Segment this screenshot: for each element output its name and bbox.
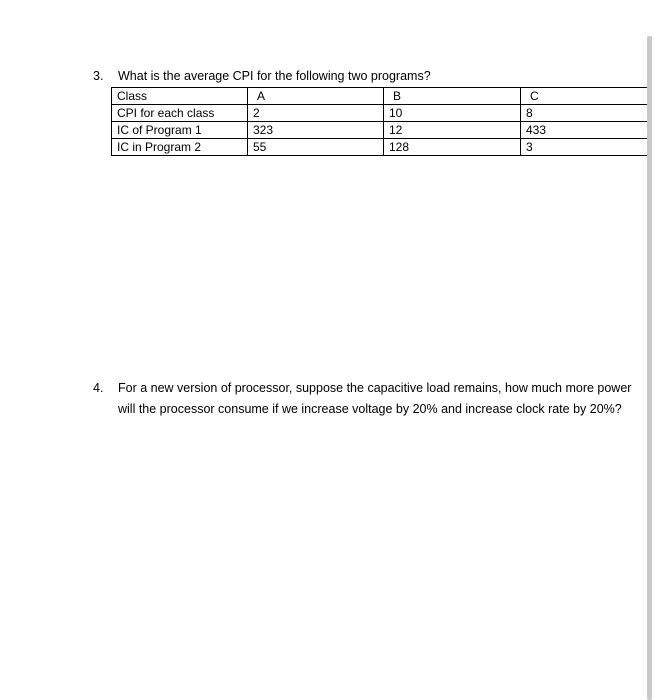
table-cell: 3 xyxy=(521,139,651,156)
table-cell: 55 xyxy=(248,139,384,156)
table-cell: IC of Program 1 xyxy=(112,122,248,139)
header-c: C xyxy=(521,88,651,105)
table-cell: CPI for each class xyxy=(112,105,248,122)
table-cell: 2 xyxy=(248,105,384,122)
header-b: B xyxy=(384,88,521,105)
table-cell: 323 xyxy=(248,122,384,139)
table-cell: 128 xyxy=(384,139,521,156)
table-header-row xyxy=(112,88,651,105)
question-3 xyxy=(93,66,636,87)
table-cell: 12 xyxy=(384,122,521,139)
table-row xyxy=(112,122,651,139)
question-4-text: For a new version of processor, suppose the capacitive load remains, how much more power will the processor consume if we increase voltage by 20% and increase clock rate by 20%? xyxy=(118,381,632,416)
question-4 xyxy=(93,378,636,420)
table-cell: 10 xyxy=(384,105,521,122)
scrollbar[interactable] xyxy=(647,36,652,700)
cpi-table xyxy=(111,87,651,156)
table-cell: 8 xyxy=(521,105,651,122)
header-a: A xyxy=(248,88,384,105)
question-4-number: 4. xyxy=(93,381,104,395)
question-3-text: What is the average CPI for the following two programs? xyxy=(118,69,431,83)
question-3-number: 3. xyxy=(93,69,104,83)
table-cell: IC in Program 2 xyxy=(112,139,248,156)
table-cell: 433 xyxy=(521,122,651,139)
header-class: Class xyxy=(112,88,248,105)
table-row xyxy=(112,105,651,122)
table-row xyxy=(112,139,651,156)
